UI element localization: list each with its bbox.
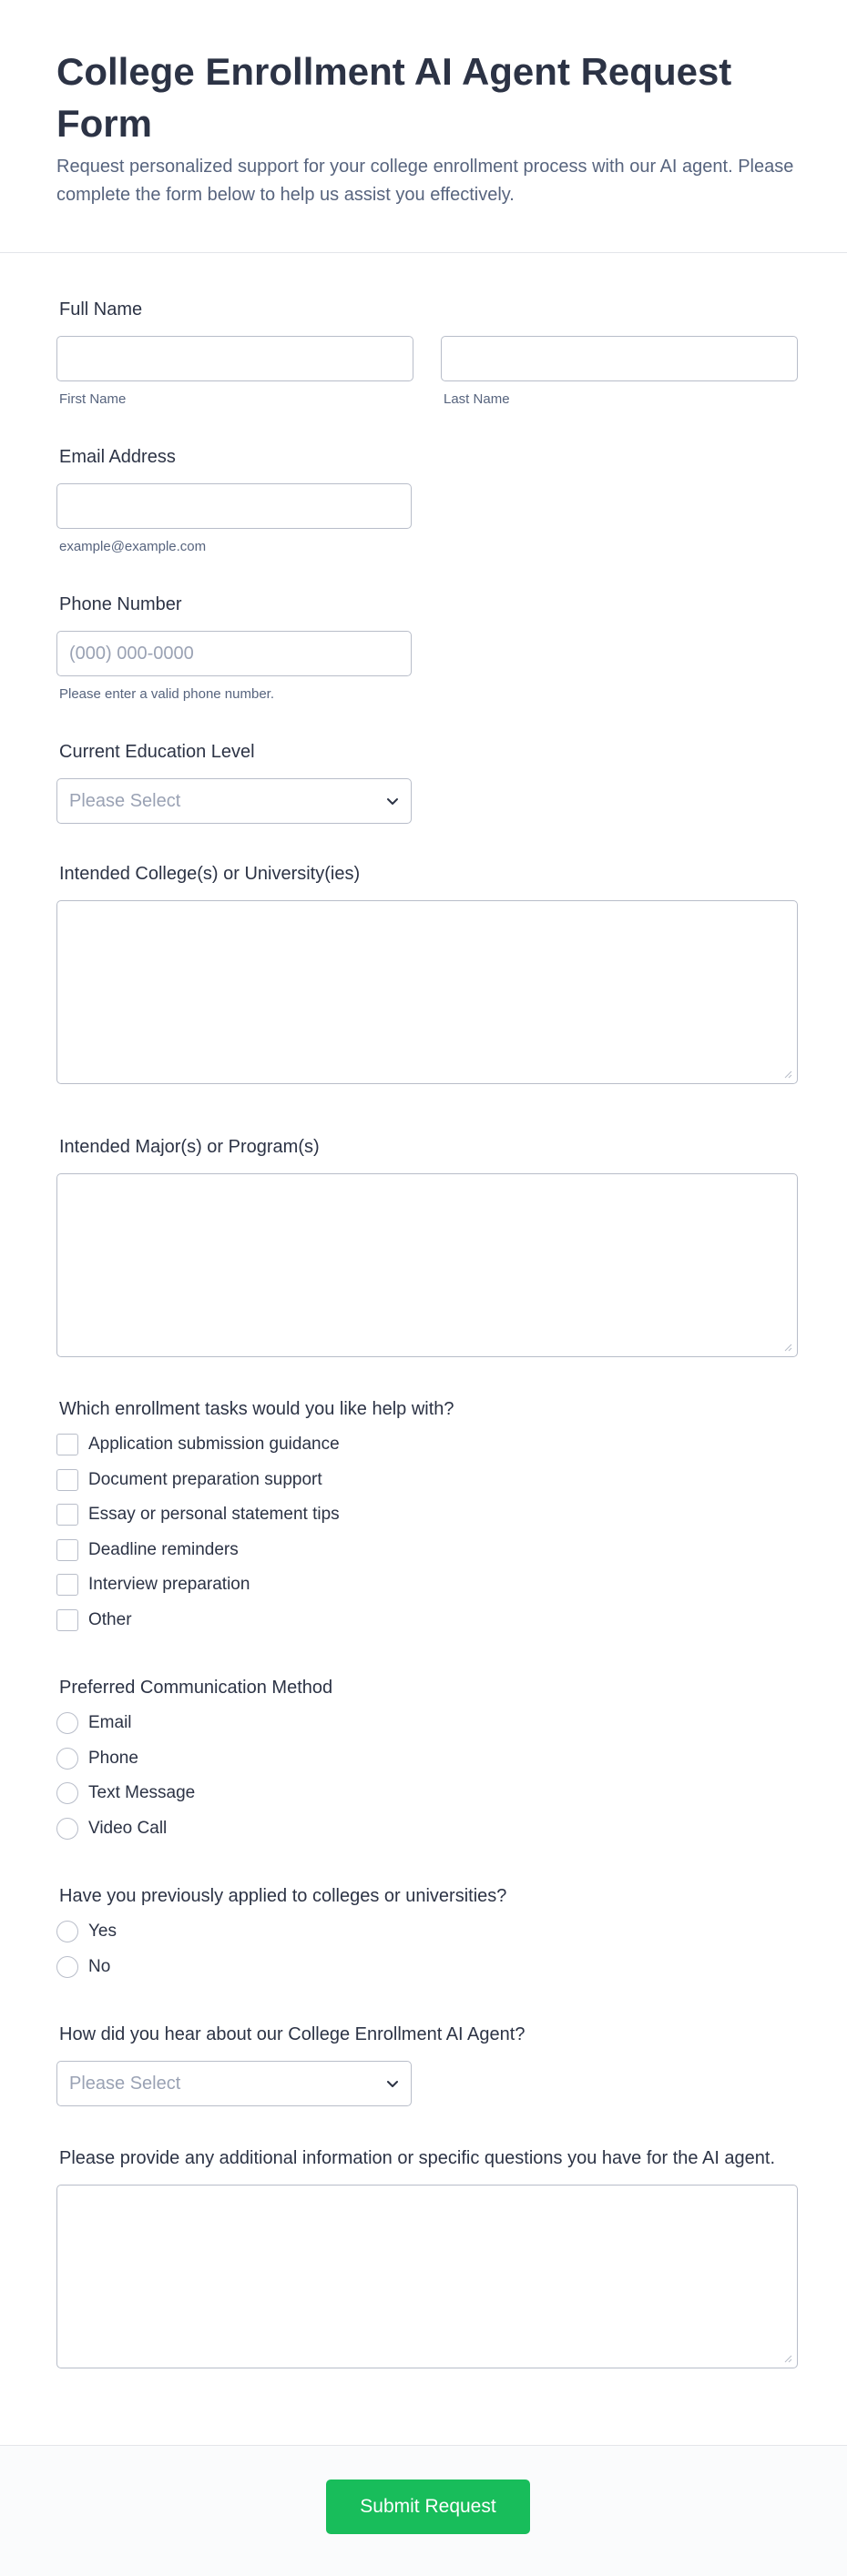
- checkbox[interactable]: [56, 1574, 78, 1596]
- form-body: [0, 298, 847, 2368]
- task-option[interactable]: [56, 1603, 791, 1638]
- resize-handle-icon[interactable]: [784, 2355, 792, 2363]
- radio[interactable]: [56, 1818, 78, 1840]
- resize-handle-icon[interactable]: [784, 1070, 792, 1079]
- communication-option-label: Video Call: [88, 1818, 168, 1838]
- referral-selected: Please Select: [69, 2073, 181, 2094]
- majors-label: Intended Major(s) or Program(s): [59, 1137, 320, 1157]
- colleges-field: [56, 862, 791, 1084]
- form-footer: [0, 2445, 847, 2576]
- task-option-label: Deadline reminders: [88, 1539, 239, 1559]
- full-name-field: [56, 298, 791, 409]
- chevron-down-icon: [385, 794, 400, 808]
- communication-option[interactable]: [56, 1811, 791, 1847]
- task-option-label: Document preparation support: [88, 1469, 322, 1489]
- checkbox[interactable]: [56, 1609, 78, 1631]
- education-level-field: [56, 740, 791, 824]
- communication-option-label: Phone: [88, 1748, 138, 1768]
- education-level-select[interactable]: [56, 778, 412, 824]
- page-description: Request personalized support for your college enrollment process with our AI agent. Please complete the form below to help us assist you effectively.: [56, 157, 794, 205]
- email-field: [56, 445, 791, 556]
- communication-label: Preferred Communication Method: [59, 1678, 333, 1698]
- communication-option-label: Email: [88, 1713, 132, 1733]
- additional-info-label: Please provide any additional information or specific questions you have for the AI agent.: [59, 2148, 776, 2168]
- email-input[interactable]: [56, 483, 412, 529]
- referral-label: How did you hear about our College Enrollment AI Agent?: [59, 2024, 526, 2044]
- communication-option[interactable]: [56, 1706, 791, 1741]
- checkbox[interactable]: [56, 1434, 78, 1455]
- submit-button[interactable]: Submit Request: [326, 2480, 530, 2534]
- education-level-label: Current Education Level: [59, 742, 255, 762]
- previously-applied-options: [56, 1914, 791, 1984]
- resize-handle-icon[interactable]: [784, 1344, 792, 1352]
- phone-sublabel: Please enter a valid phone number.: [59, 686, 274, 702]
- radio[interactable]: [56, 1748, 78, 1770]
- task-option-label: Other: [88, 1609, 132, 1629]
- previously-applied-label: Have you previously applied to colleges or universities?: [59, 1886, 507, 1906]
- task-option[interactable]: [56, 1567, 791, 1603]
- previously-applied-option-label: No: [88, 1956, 111, 1976]
- first-name-input[interactable]: [56, 336, 413, 381]
- majors-field: [56, 1135, 791, 1357]
- referral-field: [56, 2023, 791, 2106]
- communication-option[interactable]: [56, 1741, 791, 1777]
- additional-info-textarea[interactable]: [56, 2185, 798, 2368]
- first-name-sublabel: First Name: [59, 391, 127, 407]
- communication-option-label: Text Message: [88, 1783, 196, 1803]
- task-option[interactable]: [56, 1427, 791, 1463]
- previously-applied-option[interactable]: [56, 1914, 791, 1950]
- tasks-field: [56, 1397, 791, 1638]
- communication-field: [56, 1676, 791, 1846]
- email-sublabel: example@example.com: [59, 539, 207, 554]
- radio[interactable]: [56, 1712, 78, 1734]
- referral-select[interactable]: [56, 2061, 412, 2106]
- task-option-label: Interview preparation: [88, 1575, 250, 1595]
- task-option-label: Application submission guidance: [88, 1435, 340, 1455]
- form-header: [0, 0, 847, 253]
- checkbox[interactable]: [56, 1504, 78, 1526]
- page-title: College Enrollment AI Agent Request Form: [56, 50, 732, 145]
- tasks-label: Which enrollment tasks would you like help with?: [59, 1399, 454, 1419]
- additional-info-field: [56, 2146, 791, 2368]
- colleges-textarea[interactable]: [56, 900, 798, 1084]
- checkbox[interactable]: [56, 1469, 78, 1491]
- task-option[interactable]: [56, 1533, 791, 1568]
- communication-options: [56, 1706, 791, 1846]
- tasks-options: [56, 1427, 791, 1638]
- majors-textarea[interactable]: [56, 1173, 798, 1357]
- radio[interactable]: [56, 1956, 78, 1978]
- previously-applied-field: [56, 1884, 791, 1984]
- full-name-label: Full Name: [59, 299, 143, 319]
- last-name-input[interactable]: [441, 336, 798, 381]
- checkbox[interactable]: [56, 1539, 78, 1561]
- radio[interactable]: [56, 1921, 78, 1942]
- task-option-label: Essay or personal statement tips: [88, 1505, 340, 1525]
- email-label: Email Address: [59, 447, 176, 467]
- education-level-selected: Please Select: [69, 790, 181, 811]
- last-name-sublabel: Last Name: [444, 391, 510, 407]
- communication-option[interactable]: [56, 1776, 791, 1811]
- task-option[interactable]: [56, 1463, 791, 1498]
- phone-field: [56, 593, 791, 704]
- colleges-label: Intended College(s) or University(ies): [59, 864, 361, 884]
- radio[interactable]: [56, 1782, 78, 1804]
- previously-applied-option[interactable]: [56, 1950, 791, 1985]
- phone-label: Phone Number: [59, 594, 182, 614]
- task-option[interactable]: [56, 1497, 791, 1533]
- previously-applied-option-label: Yes: [88, 1922, 117, 1942]
- phone-input[interactable]: [56, 631, 412, 676]
- chevron-down-icon: [385, 2076, 400, 2091]
